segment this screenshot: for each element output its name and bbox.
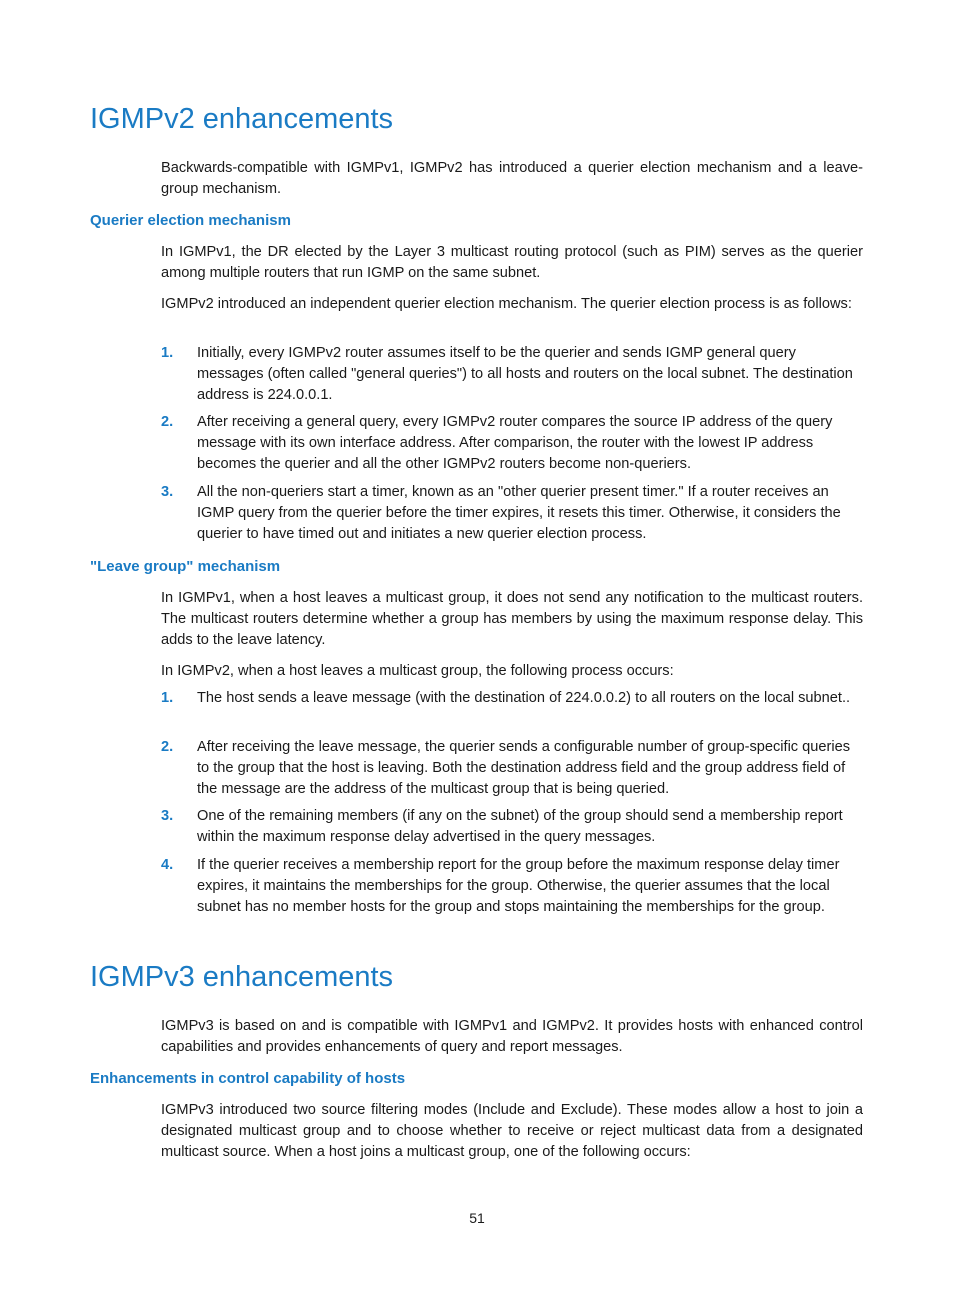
leave-group-paragraph-2: In IGMPv2, when a host leaves a multicast group, the following process occurs: — [161, 663, 674, 679]
step-number: 2. — [161, 414, 174, 430]
igmpv2-intro-paragraph: Backwards-compatible with IGMPv1, IGMPv2 has introduced a querier election mechanism and a leave-group mechanism. — [161, 160, 863, 197]
querier-election-step — [161, 343, 863, 406]
leave-group-step — [161, 688, 863, 709]
page-number: 51 — [469, 1210, 485, 1226]
leave-group-step — [161, 806, 863, 848]
step-text: After receiving a general query, every IGMPv2 router compares the source IP address of the query message with its own interface address. After comparison, the router with the lowest IP address becomes the querier and all the other IGMPv2 routers become non-queriers. — [197, 414, 833, 472]
leave-group-paragraph-1: In IGMPv1, when a host leaves a multicast group, it does not send any notification to the multicast routers. The multicast routers determine whether a group has members by using the maximum response delay. This adds to the leave latency. — [161, 590, 863, 648]
step-text: After receiving the leave message, the querier sends a configurable number of group-specific queries to the group that the host is leaving. Both the destination address field and the group address field of the message are the address of the multicast group that is being queried. — [197, 739, 851, 797]
leave-group-step — [161, 855, 863, 918]
step-text: All the non-queriers start a timer, known as an "other querier present timer." If a router receives an IGMP query from the querier before the timer expires, it resets this timer. Otherwise, it considers the querier to have timed out and initiates a new querier election process. — [197, 484, 841, 542]
querier-election-step — [161, 482, 863, 545]
step-number: 3. — [161, 484, 174, 500]
leave-group-step — [161, 737, 863, 800]
subsection-title-host-control: Enhancements in control capability of hosts — [90, 1070, 406, 1087]
step-number: 1. — [161, 690, 174, 706]
section-title-igmpv2: IGMPv2 enhancements — [90, 103, 394, 135]
host-control-paragraph: IGMPv3 introduced two source filtering modes (Include and Exclude). These modes allow a host to join a designated multicast group and to choose whether to receive or reject multicast data from a designated multicast source. When a host joins a multicast group, one of the following occurs: — [161, 1102, 863, 1160]
step-number: 2. — [161, 739, 174, 755]
querier-election-step — [161, 412, 863, 475]
igmpv3-intro-paragraph: IGMPv3 is based on and is compatible with IGMPv1 and IGMPv2. It provides hosts with enhanced control capabilities and provides enhancements of query and report messages. — [161, 1018, 863, 1055]
step-text: Initially, every IGMPv2 router assumes itself to be the querier and sends IGMP general query messages (often called "general queries") to all hosts and routers on the local subnet. The destination address is 224.0.0.1. — [197, 345, 853, 403]
subsection-title-querier-election: Querier election mechanism — [90, 212, 291, 229]
step-number: 4. — [161, 857, 174, 873]
section-title-igmpv3: IGMPv3 enhancements — [90, 961, 394, 993]
subsection-title-leave-group: "Leave group" mechanism — [90, 558, 281, 575]
step-text: The host sends a leave message (with the destination of 224.0.0.2) to all routers on the local subnet.. — [197, 690, 851, 706]
step-number: 1. — [161, 345, 174, 361]
step-number: 3. — [161, 808, 174, 824]
querier-election-paragraph-1: In IGMPv1, the DR elected by the Layer 3 multicast routing protocol (such as PIM) serves as the querier among multiple routers that run IGMP on the same subnet. — [161, 244, 863, 281]
step-text: One of the remaining members (if any on the subnet) of the group should send a membership report within the maximum response delay advertised in the query messages. — [197, 808, 843, 845]
querier-election-paragraph-2: IGMPv2 introduced an independent querier election mechanism. The querier election process is as follows: — [161, 296, 852, 312]
step-text: If the querier receives a membership report for the group before the maximum response delay timer expires, it maintains the memberships for the group. Otherwise, the querier assumes that the local subnet has no member hosts for the group and stops maintaining the memberships for the group. — [197, 857, 840, 915]
